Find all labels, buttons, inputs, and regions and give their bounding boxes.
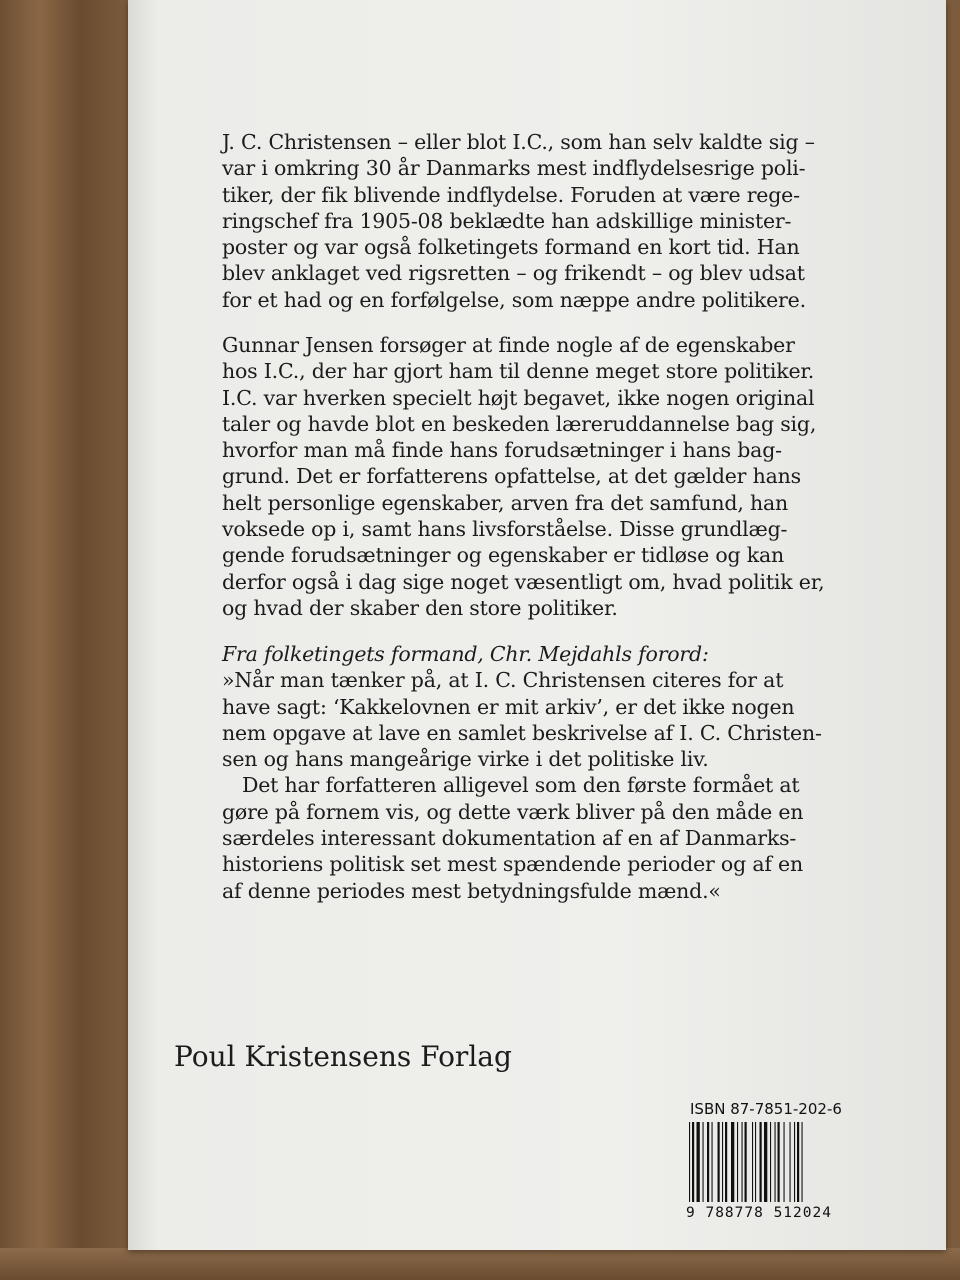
barcode-bar (697, 1122, 700, 1202)
barcode-bar (731, 1122, 734, 1202)
text-line: gende forudsætninger og egenskaber er tidløse og kan (222, 543, 785, 568)
text-line: for et had og en forfølgelse, som næppe andre politikere. (222, 287, 806, 312)
paragraph-1 (222, 130, 815, 314)
barcode (688, 1122, 840, 1202)
barcode-bar (712, 1122, 713, 1202)
text-line: tiker, der fik blivende indflydelse. Foruden at være rege- (222, 182, 800, 207)
barcode-bar (722, 1122, 723, 1202)
barcode-bar (770, 1122, 771, 1202)
barcode-bar (797, 1122, 799, 1202)
barcode-bar (737, 1122, 738, 1202)
text-line: hvorfor man må finde hans forudsætninger i hans bag- (222, 438, 782, 463)
barcode-bar (745, 1122, 747, 1202)
barcode-bar (707, 1122, 709, 1202)
text-line: ringschef fra 1905-08 beklædte han adskillige minister- (222, 208, 792, 233)
barcode-bar (752, 1122, 753, 1202)
text-line: blev anklaget ved rigsretten – og frikendt – og blev udsat (222, 261, 805, 286)
book-back-cover (128, 0, 946, 1250)
text-line: Det har forfatteren alligevel som den første formået at (242, 773, 800, 798)
text-line: sen og hans mangeårige virke i det politiske liv. (222, 747, 709, 772)
text-line: helt personlige egenskaber, arven fra det samfund, han (222, 490, 788, 515)
text-line: voksede op i, samt hans livsforståelse. Disse grundlæg- (222, 517, 788, 542)
text-line: poster og var også folketingets formand en kort tid. Han (222, 235, 800, 260)
text-line: af denne periodes mest betydningsfulde mænd.« (222, 878, 721, 903)
text-line: Gunnar Jensen forsøger at finde nogle af de egenskaber (222, 333, 795, 357)
text-line: og hvad der skaber den store politiker. (222, 595, 618, 620)
barcode-bar (764, 1122, 767, 1202)
text-line: grund. Det er forfatterens opfattelse, at det gælder hans (222, 464, 801, 489)
table-surface (0, 1248, 960, 1280)
text-line: særdeles interessant dokumentation af en af Danmarks- (222, 826, 797, 851)
quote-intro: Fra folketingets formand, Chr. Mejdahls forord: (222, 642, 709, 666)
barcode-bar (778, 1122, 780, 1202)
foreword-quote (222, 642, 822, 905)
text-line: I.C. var hverken specielt højt begavet, ikke nogen original (222, 385, 815, 410)
barcode-bar (692, 1122, 694, 1202)
barcode-bar (718, 1122, 720, 1202)
barcode-bar (760, 1122, 762, 1202)
barcode-bar (742, 1122, 743, 1202)
barcode-bar (689, 1122, 690, 1202)
ean-number: 9 788778 512024 (686, 1205, 832, 1221)
barcode-bar (703, 1122, 704, 1202)
barcode-bar (784, 1122, 785, 1202)
text-line: historiens politisk set mest spændende perioder og af en (222, 852, 803, 877)
text-line: gøre på fornem vis, og dette værk bliver på den måde en (222, 799, 804, 824)
barcode-bar (755, 1122, 756, 1202)
text-line: hos I.C., der har gjort ham til denne meget store politiker. (222, 359, 815, 384)
barcode-bar (775, 1122, 776, 1202)
isbn-label: ISBN 87-7851-202-6 (690, 1100, 842, 1118)
barcode-bar (790, 1122, 791, 1202)
text-line: J. C. Christensen – eller blot I.C., som han selv kaldte sig – (222, 130, 815, 154)
barcode-bar (725, 1122, 727, 1202)
text-line: taler og havde blot en beskeden læreruddannelse bag sig, (222, 411, 817, 436)
text-line: derfor også i dag sige noget væsentligt om, hvad politik er, (222, 569, 825, 594)
text-line: var i omkring 30 år Danmarks mest indflydelsesrige poli- (222, 156, 806, 181)
publisher-name: Poul Kristensens Forlag (174, 1040, 512, 1073)
text-line: nem opgave at lave en samlet beskrivelse af I. C. Christen- (222, 720, 822, 745)
barcode-bar (794, 1122, 795, 1202)
text-line: have sagt: ‘Kakkelovnen er mit arkiv’, er det ikke nogen (222, 694, 795, 719)
barcode-bar (802, 1122, 803, 1202)
text-line: »Når man tænker på, at I. C. Christensen citeres for at (222, 668, 784, 693)
paragraph-2 (222, 333, 824, 622)
